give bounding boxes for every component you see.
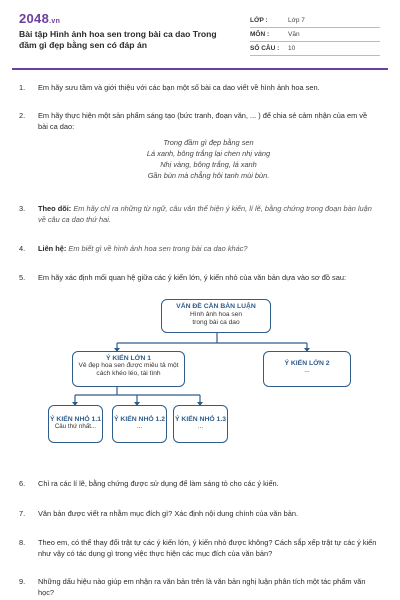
document-title: Bài tập Hình ảnh hoa sen trong bài ca dao Trong đầm gì đẹp bằng sen có đáp án: [19, 29, 217, 50]
diagram-big-idea-1: Ý KIẾN LỚN 1 Vẻ đẹp hoa sen được miêu tả một cách khéo léo, tài tình: [72, 351, 185, 387]
meta-row-class: LỚP : Lớp 7: [250, 14, 380, 28]
diagram-big-idea-2: Ý KIẾN LỚN 2 ...: [263, 351, 351, 387]
diagram-small-idea-1-2: Ý KIẾN NHỎ 1.2 ...: [112, 405, 167, 443]
site-logo[interactable]: 2048.vn: [19, 11, 61, 26]
diagram-small-idea-1-1: Ý KIẾN NHỎ 1.1 Câu thứ nhất...: [48, 405, 103, 443]
question-3: 3. Theo dõi: Em hãy chỉ ra những từ ngữ, câu văn thể hiện ý kiến, lí lẽ, bằng chứng trong đoạn bàn luận về câu ca dao thứ hai.: [19, 204, 372, 224]
question-7: 7. Văn bản được viết ra nhằm mục đích gì? Xác định nội dung chính của văn bản.: [19, 509, 299, 518]
question-6: 6. Chỉ ra các lí lẽ, bằng chứng được sử dụng để làm sáng tỏ cho các ý kiến.: [19, 479, 279, 488]
poem: Trong đầm gì đẹp bằng sen Lá xanh, bông trắng lại chen nhị vàng Nhị vàng, bông trắng, lá xanh Gần bùn mà chẳng hôi tanh mùi bùn.: [146, 138, 271, 180]
question-1: 1. Em hãy sưu tầm và giới thiệu với các bạn một số bài ca dao viết về hình ảnh hoa sen.: [19, 83, 320, 92]
meta-row-count: SỐ CÂU : 10: [250, 42, 380, 56]
question-9: 9. Những dấu hiệu nào giúp em nhận ra văn bản trên là văn bản nghị luận phân tích một tác phẩm văn học?: [19, 577, 366, 597]
question-5: 5. Em hãy xác định mối quan hệ giữa các ý kiến lớn, ý kiến nhỏ của văn bản dựa vào sơ đồ sau:: [19, 273, 346, 282]
question-8: 8. Theo em, có thể thay đổi trật tự các ý kiến lớn, ý kiến nhỏ được không? Cách sắp xếp trật tự các ý kiến như vậy có tác dụng gì trong việc thực hiện các mục đích của văn bản?: [19, 538, 377, 558]
diagram-small-idea-1-3: Ý KIẾN NHỎ 1.3 ...: [173, 405, 228, 443]
meta-row-subject: MÔN : Văn: [250, 28, 380, 42]
question-4: 4. Liên hệ: Em biết gì về hình ảnh hoa sen trong bài ca dao khác?: [19, 244, 248, 253]
diagram-root-issue: VẤN ĐỀ CẦN BÀN LUẬN Hình ảnh hoa sen trong bài ca dao: [161, 299, 271, 333]
question-2: 2. Em hãy thực hiện một sản phẩm sáng tạo (bức tranh, đoạn văn, ... ) để chia sẻ cảm nhận của em về bài ca dao: Trong đầm gì đẹp bằng sen Lá xanh, bông trắng lại chen nhị vàng Nhị vàng, bông trắng, lá xanh Gần bùn mà chẳng hôi tanh mùi bùn.: [19, 110, 379, 181]
